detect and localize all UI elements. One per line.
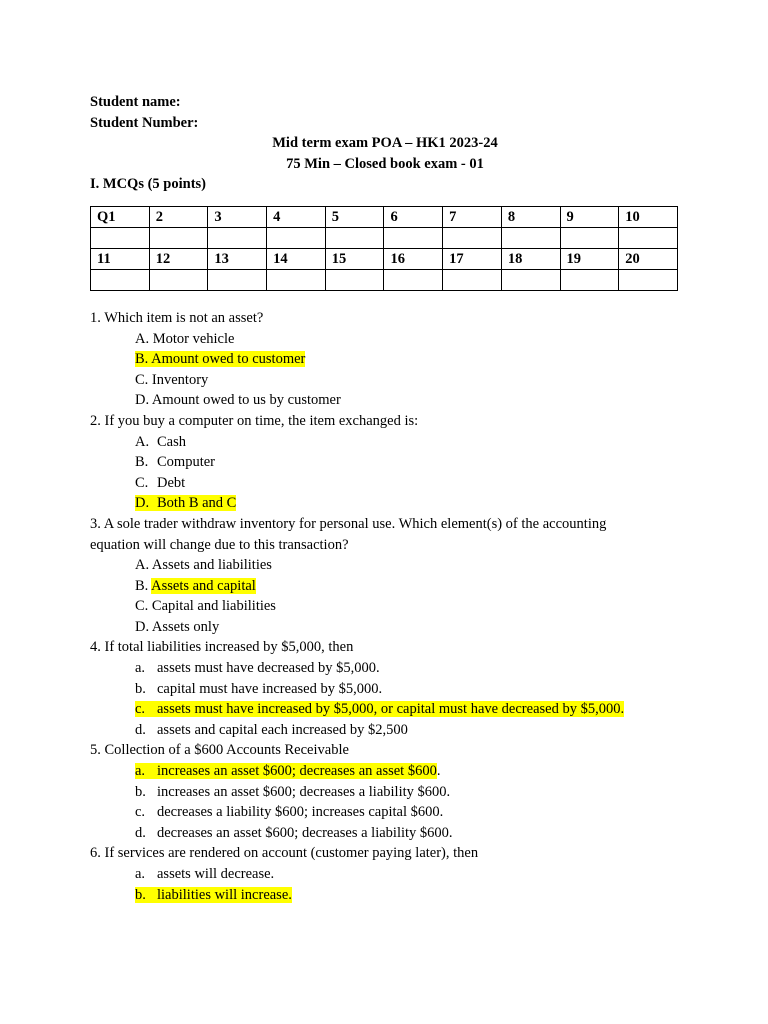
option-label: B. <box>135 454 149 471</box>
question-5: 5. Collection of a $600 Accounts Receivable <box>90 742 349 759</box>
answer-cell[interactable] <box>149 227 208 248</box>
answer-cell[interactable] <box>267 269 326 290</box>
student-name-label: Student name: <box>90 94 181 110</box>
answer-cell[interactable] <box>560 269 619 290</box>
exam-page <box>90 92 680 905</box>
option-text-highlighted: assets must have increased by $5,000, or capital must have decreased by $5,000. <box>157 701 625 718</box>
option-3b[interactable] <box>90 576 680 597</box>
option-label: D. <box>135 495 150 512</box>
option-text-highlighted: increases an asset $600; decreases an asset $600 <box>157 763 437 780</box>
answer-cell[interactable] <box>208 269 267 290</box>
question-3-continued: equation will change due to this transaction? <box>90 536 349 553</box>
grid-cell: Q1 <box>91 206 150 227</box>
grid-cell: 15 <box>325 248 384 269</box>
option-text: C. Inventory <box>135 371 209 388</box>
option-text-highlighted: B. Amount owed to customer <box>135 351 306 368</box>
answer-cell[interactable] <box>91 227 150 248</box>
answer-cell[interactable] <box>619 269 678 290</box>
option-text: decreases a liability $600; increases capital $600. <box>157 804 444 821</box>
answer-cell[interactable] <box>501 227 560 248</box>
grid-cell: 2 <box>149 206 208 227</box>
option-6b[interactable] <box>90 885 680 906</box>
option-4b[interactable] <box>90 679 680 700</box>
option-6a[interactable] <box>90 864 680 885</box>
option-3c[interactable] <box>90 596 680 617</box>
answer-cell[interactable] <box>91 269 150 290</box>
grid-cell: 19 <box>560 248 619 269</box>
grid-cell: 18 <box>501 248 560 269</box>
option-1a[interactable] <box>90 329 680 350</box>
option-text: assets and capital each increased by $2,500 <box>157 721 408 738</box>
option-label: a. <box>135 866 146 882</box>
option-text: assets will decrease. <box>157 866 275 882</box>
answer-cell[interactable] <box>267 227 326 248</box>
option-prefix: B. <box>135 577 152 594</box>
option-4a[interactable] <box>90 658 680 679</box>
answer-grid-header-row-2 <box>91 248 678 269</box>
answer-grid-answer-row-1 <box>91 227 678 248</box>
grid-cell: 8 <box>501 206 560 227</box>
answer-cell[interactable] <box>501 269 560 290</box>
option-text: C. Capital and liabilities <box>135 598 276 615</box>
option-3a[interactable] <box>90 555 680 576</box>
option-text: Computer <box>157 454 215 471</box>
section-heading: I. MCQs (5 points) <box>90 176 207 193</box>
option-label: b. <box>135 783 146 800</box>
answer-cell[interactable] <box>443 227 502 248</box>
question-2: 2. If you buy a computer on time, the item exchanged is: <box>90 412 419 429</box>
answer-cell[interactable] <box>384 269 443 290</box>
option-3d[interactable] <box>90 617 680 638</box>
question-1: 1. Which item is not an asset? <box>90 309 264 326</box>
option-text: increases an asset $600; decreases a liability $600. <box>157 783 451 800</box>
grid-cell: 5 <box>325 206 384 227</box>
option-5d[interactable] <box>90 823 680 844</box>
option-2b[interactable] <box>90 452 680 473</box>
question-6: 6. If services are rendered on account (customer paying later), then <box>90 845 479 862</box>
option-text: capital must have increased by $5,000. <box>157 680 383 697</box>
answer-cell[interactable] <box>443 269 502 290</box>
option-4c[interactable] <box>90 699 680 720</box>
question-3: 3. A sole trader withdraw inventory for personal use. Which element(s) of the accounting <box>90 515 607 532</box>
answer-cell[interactable] <box>208 227 267 248</box>
option-5c[interactable] <box>90 802 680 823</box>
option-label: b. <box>135 680 146 697</box>
option-label: C. <box>135 474 149 491</box>
option-label: A. <box>135 433 150 450</box>
answer-grid-header-row-1 <box>91 206 678 227</box>
option-1b[interactable] <box>90 349 680 370</box>
answer-cell[interactable] <box>325 227 384 248</box>
option-text: decreases an asset $600; decreases a liability $600. <box>157 824 453 841</box>
grid-cell: 13 <box>208 248 267 269</box>
option-5a[interactable] <box>90 761 680 782</box>
option-label: a. <box>135 763 146 780</box>
answer-grid <box>90 206 678 291</box>
option-text-highlighted: liabilities will increase. <box>157 886 292 903</box>
option-label: c. <box>135 804 146 821</box>
option-1d[interactable] <box>90 390 680 411</box>
option-4d[interactable] <box>90 720 680 741</box>
grid-cell: 20 <box>619 248 678 269</box>
option-label: d. <box>135 824 146 841</box>
option-text: A. Assets and liabilities <box>135 557 272 574</box>
grid-cell: 12 <box>149 248 208 269</box>
option-1c[interactable] <box>90 370 680 391</box>
grid-cell: 9 <box>560 206 619 227</box>
option-text-highlighted: Both B and C <box>157 495 237 512</box>
answer-cell[interactable] <box>619 227 678 248</box>
answer-cell[interactable] <box>325 269 384 290</box>
option-text: A. Motor vehicle <box>135 330 235 347</box>
grid-cell: 10 <box>619 206 678 227</box>
option-text: Debt <box>157 474 186 491</box>
exam-title: Mid term exam POA – HK1 2023-24 <box>272 135 498 152</box>
option-text-highlighted: Assets and capital <box>151 577 256 594</box>
question-4: 4. If total liabilities increased by $5,000, then <box>90 639 354 656</box>
option-label: c. <box>135 701 146 718</box>
option-2d[interactable] <box>90 493 680 514</box>
answer-cell[interactable] <box>149 269 208 290</box>
option-label: a. <box>135 660 146 677</box>
grid-cell: 7 <box>443 206 502 227</box>
option-label: d. <box>135 721 146 738</box>
option-2c[interactable] <box>90 473 680 494</box>
option-text: Cash <box>157 433 186 450</box>
grid-cell: 11 <box>91 248 150 269</box>
option-5b[interactable] <box>90 782 680 803</box>
option-label: b. <box>135 886 146 903</box>
grid-cell: 17 <box>443 248 502 269</box>
answer-cell[interactable] <box>384 227 443 248</box>
exam-subtitle: 75 Min – Closed book exam - 01 <box>286 155 484 172</box>
grid-cell: 16 <box>384 248 443 269</box>
answer-cell[interactable] <box>560 227 619 248</box>
grid-cell: 6 <box>384 206 443 227</box>
option-text: D. Amount owed to us by customer <box>135 392 341 409</box>
grid-cell: 3 <box>208 206 267 227</box>
option-text: D. Assets only <box>135 618 220 635</box>
grid-cell: 14 <box>267 248 326 269</box>
option-text: assets must have decreased by $5,000. <box>157 660 380 677</box>
answer-grid-answer-row-2 <box>91 269 678 290</box>
grid-cell: 4 <box>267 206 326 227</box>
option-2a[interactable] <box>90 432 680 453</box>
option-suffix: . <box>436 763 441 780</box>
student-number-label: Student Number: <box>90 114 199 131</box>
